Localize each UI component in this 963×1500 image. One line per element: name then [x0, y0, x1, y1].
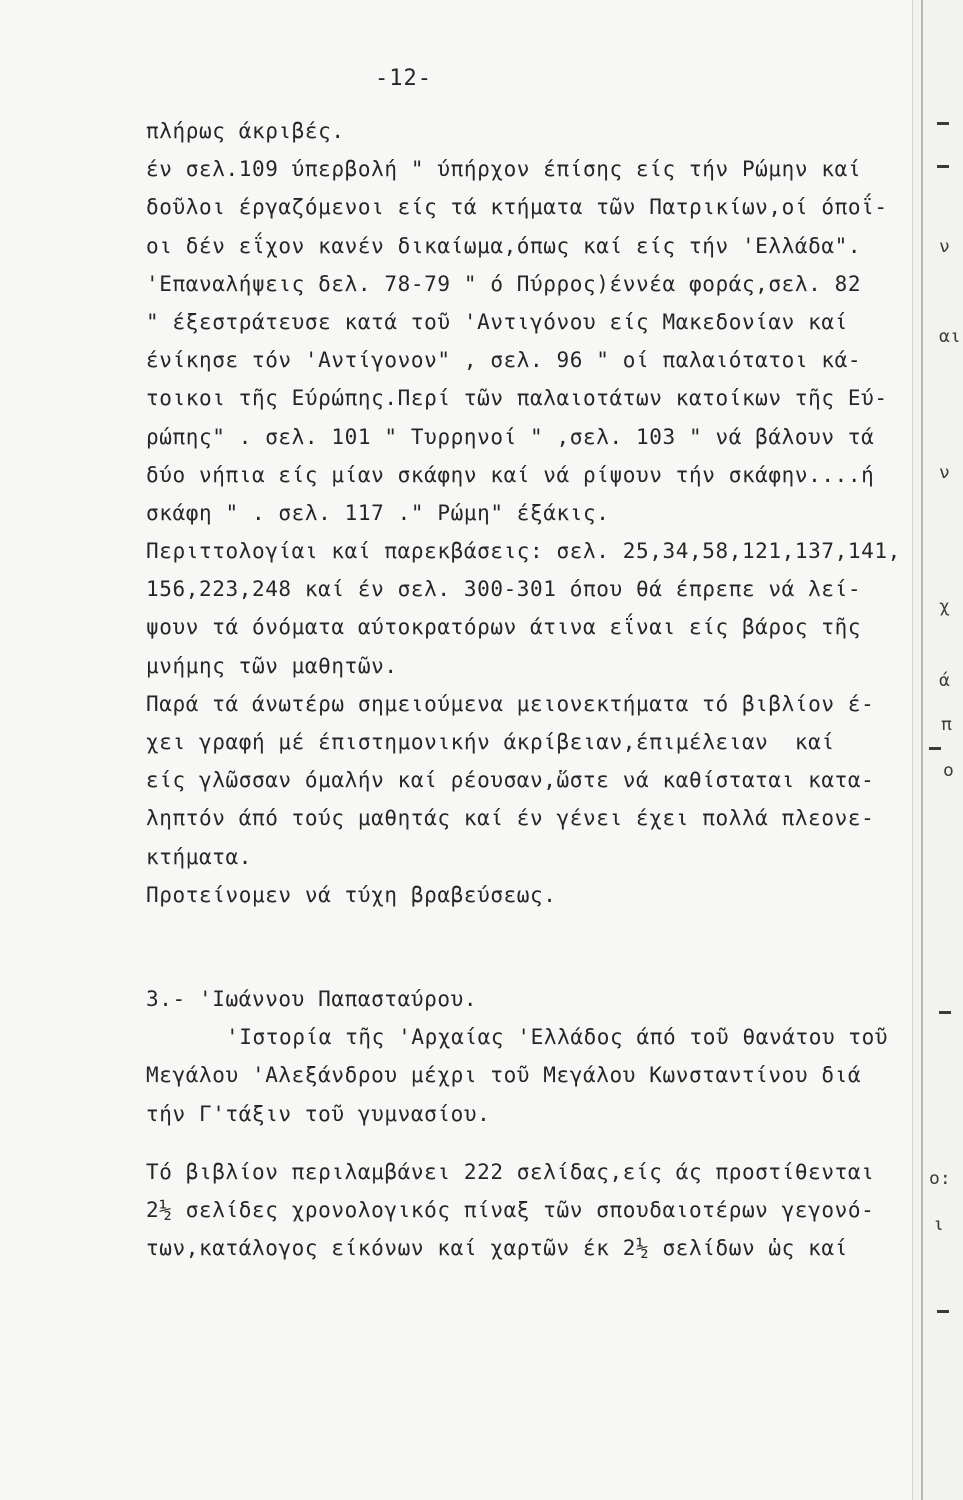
- text-line: τοικοι τῆς Εύρώπης.Περί τῶν παλαιοτάτων κατοίκων τῆς Εύ-: [146, 386, 888, 411]
- adjacent-page-edge: [912, 0, 963, 1500]
- margin-fragment: π: [941, 714, 952, 735]
- book-title-line: Μεγάλου 'Αλεξάνδρου μέχρι τοῦ Μεγάλου Κωνσταντίνου διά: [146, 1063, 862, 1088]
- text-line: 2½ σελίδες χρονολογικός πίναξ τῶν σπουδαιοτέρων γεγονό-: [146, 1197, 875, 1222]
- text-line: έν σελ.109 ύπερβολή " ύπήρχον έπίσης είς τήν Ρώμην καί: [146, 157, 862, 182]
- document-body: [146, 112, 906, 1267]
- text-line: σκάφη " . σελ. 117 ." Ρώμη" έξάκις.: [146, 500, 610, 525]
- margin-dash: [929, 747, 941, 750]
- text-line: Περιττολογίαι καί παρεκβάσεις: σελ. 25,34,58,121,137,141,: [146, 539, 901, 564]
- margin-fragment: ο:: [929, 1168, 951, 1189]
- book-title-line: 'Ιστορία τῆς 'Αρχαίας 'Ελλάδος άπό τοῦ θανάτου τοῦ: [226, 1025, 889, 1050]
- paragraph-spacer: [146, 1133, 906, 1153]
- section-heading: 3.- 'Ιωάννου Παπασταύρου.: [146, 986, 478, 1011]
- margin-fragment: ν: [939, 462, 950, 483]
- margin-dash: [937, 122, 949, 125]
- text-line: πλήρως άκριβές.: [146, 119, 345, 143]
- text-line: χει γραφή μέ έπιστημονικήν άκρίβειαν,έπιμέλειαν καί: [146, 730, 835, 754]
- margin-fragment: ν: [939, 236, 950, 257]
- text-line: 156,223,248 καί έν σελ. 300-301 όπου θά έπρεπε νά λεί-: [146, 577, 862, 602]
- section-3: [146, 980, 906, 1267]
- text-line: δύο νήπια είς μίαν σκάφην καί νά ρίψουν τήν σκάφην....ή: [146, 462, 875, 487]
- text-line: ληπτόν άπό τούς μαθητάς καί έν γένει έχει πολλά πλεονε-: [146, 806, 875, 831]
- text-line: 'Επαναλήψεις δελ. 78-79 " ό Πύρρος)έννέα φοράς,σελ. 82: [146, 271, 862, 296]
- review-paragraph: [146, 112, 906, 914]
- section-spacer: [146, 914, 906, 980]
- text-line: μνήμης τῶν μαθητῶν.: [146, 653, 398, 678]
- book-title-line: τήν Γ'τάξιν τοῦ γυμνασίου.: [146, 1101, 491, 1126]
- margin-fragment: ι: [933, 1214, 944, 1235]
- margin-dash: [937, 165, 949, 168]
- text-line: Παρά τά άνωτέρω σημειούμενα μειονεκτήματα τό βιβλίον έ-: [146, 691, 875, 716]
- text-line: ψουν τά όνόματα αύτοκρατόρων άτινα εΐναι είς βάρος τῆς: [146, 615, 862, 640]
- text-line: δοῦλοι έργαζόμενοι είς τά κτήματα τῶν Πατρικίων,οί όποΐ-: [146, 195, 888, 220]
- text-line: " έξεστράτευσε κατά τοῦ 'Αντιγόνου είς Μακεδονίαν καί: [146, 309, 848, 334]
- margin-fragment: αι: [939, 326, 961, 347]
- text-line: Τό βιβλίον περιλαμβάνει 222 σελίδας,είς άς προστίθενται: [146, 1159, 875, 1184]
- text-line: ένίκησε τόν 'Αντίγονον" , σελ. 96 " οί παλαιότατοι κά-: [146, 348, 862, 373]
- margin-fragment: ο: [943, 760, 954, 781]
- margin-dash: [939, 1011, 951, 1014]
- text-line: των,κατάλογος είκόνων καί χαρτῶν έκ 2½ σελίδων ὡς καί: [146, 1236, 848, 1261]
- text-line: κτήματα.: [146, 844, 252, 869]
- page-edge-line: [921, 0, 923, 1500]
- margin-fragment: ά: [939, 670, 950, 691]
- text-line: είς γλῶσσαν όμαλήν καί ρέουσαν,ὥστε νά καθίσταται κατα-: [146, 768, 875, 793]
- text-line: οι δέν εΐχον κανέν δικαίωμα,όπως καί είς τήν 'Ελλάδα".: [146, 233, 862, 258]
- text-line: Προτείνομεν νά τύχη βραβεύσεως.: [146, 882, 557, 907]
- margin-fragment: χ: [939, 596, 950, 617]
- margin-dash: [937, 1310, 949, 1313]
- page-number: -12-: [375, 66, 432, 91]
- text-line: ρώπης" . σελ. 101 " Τυρρηνοί " ,σελ. 103 " νά βάλουν τά: [146, 424, 875, 449]
